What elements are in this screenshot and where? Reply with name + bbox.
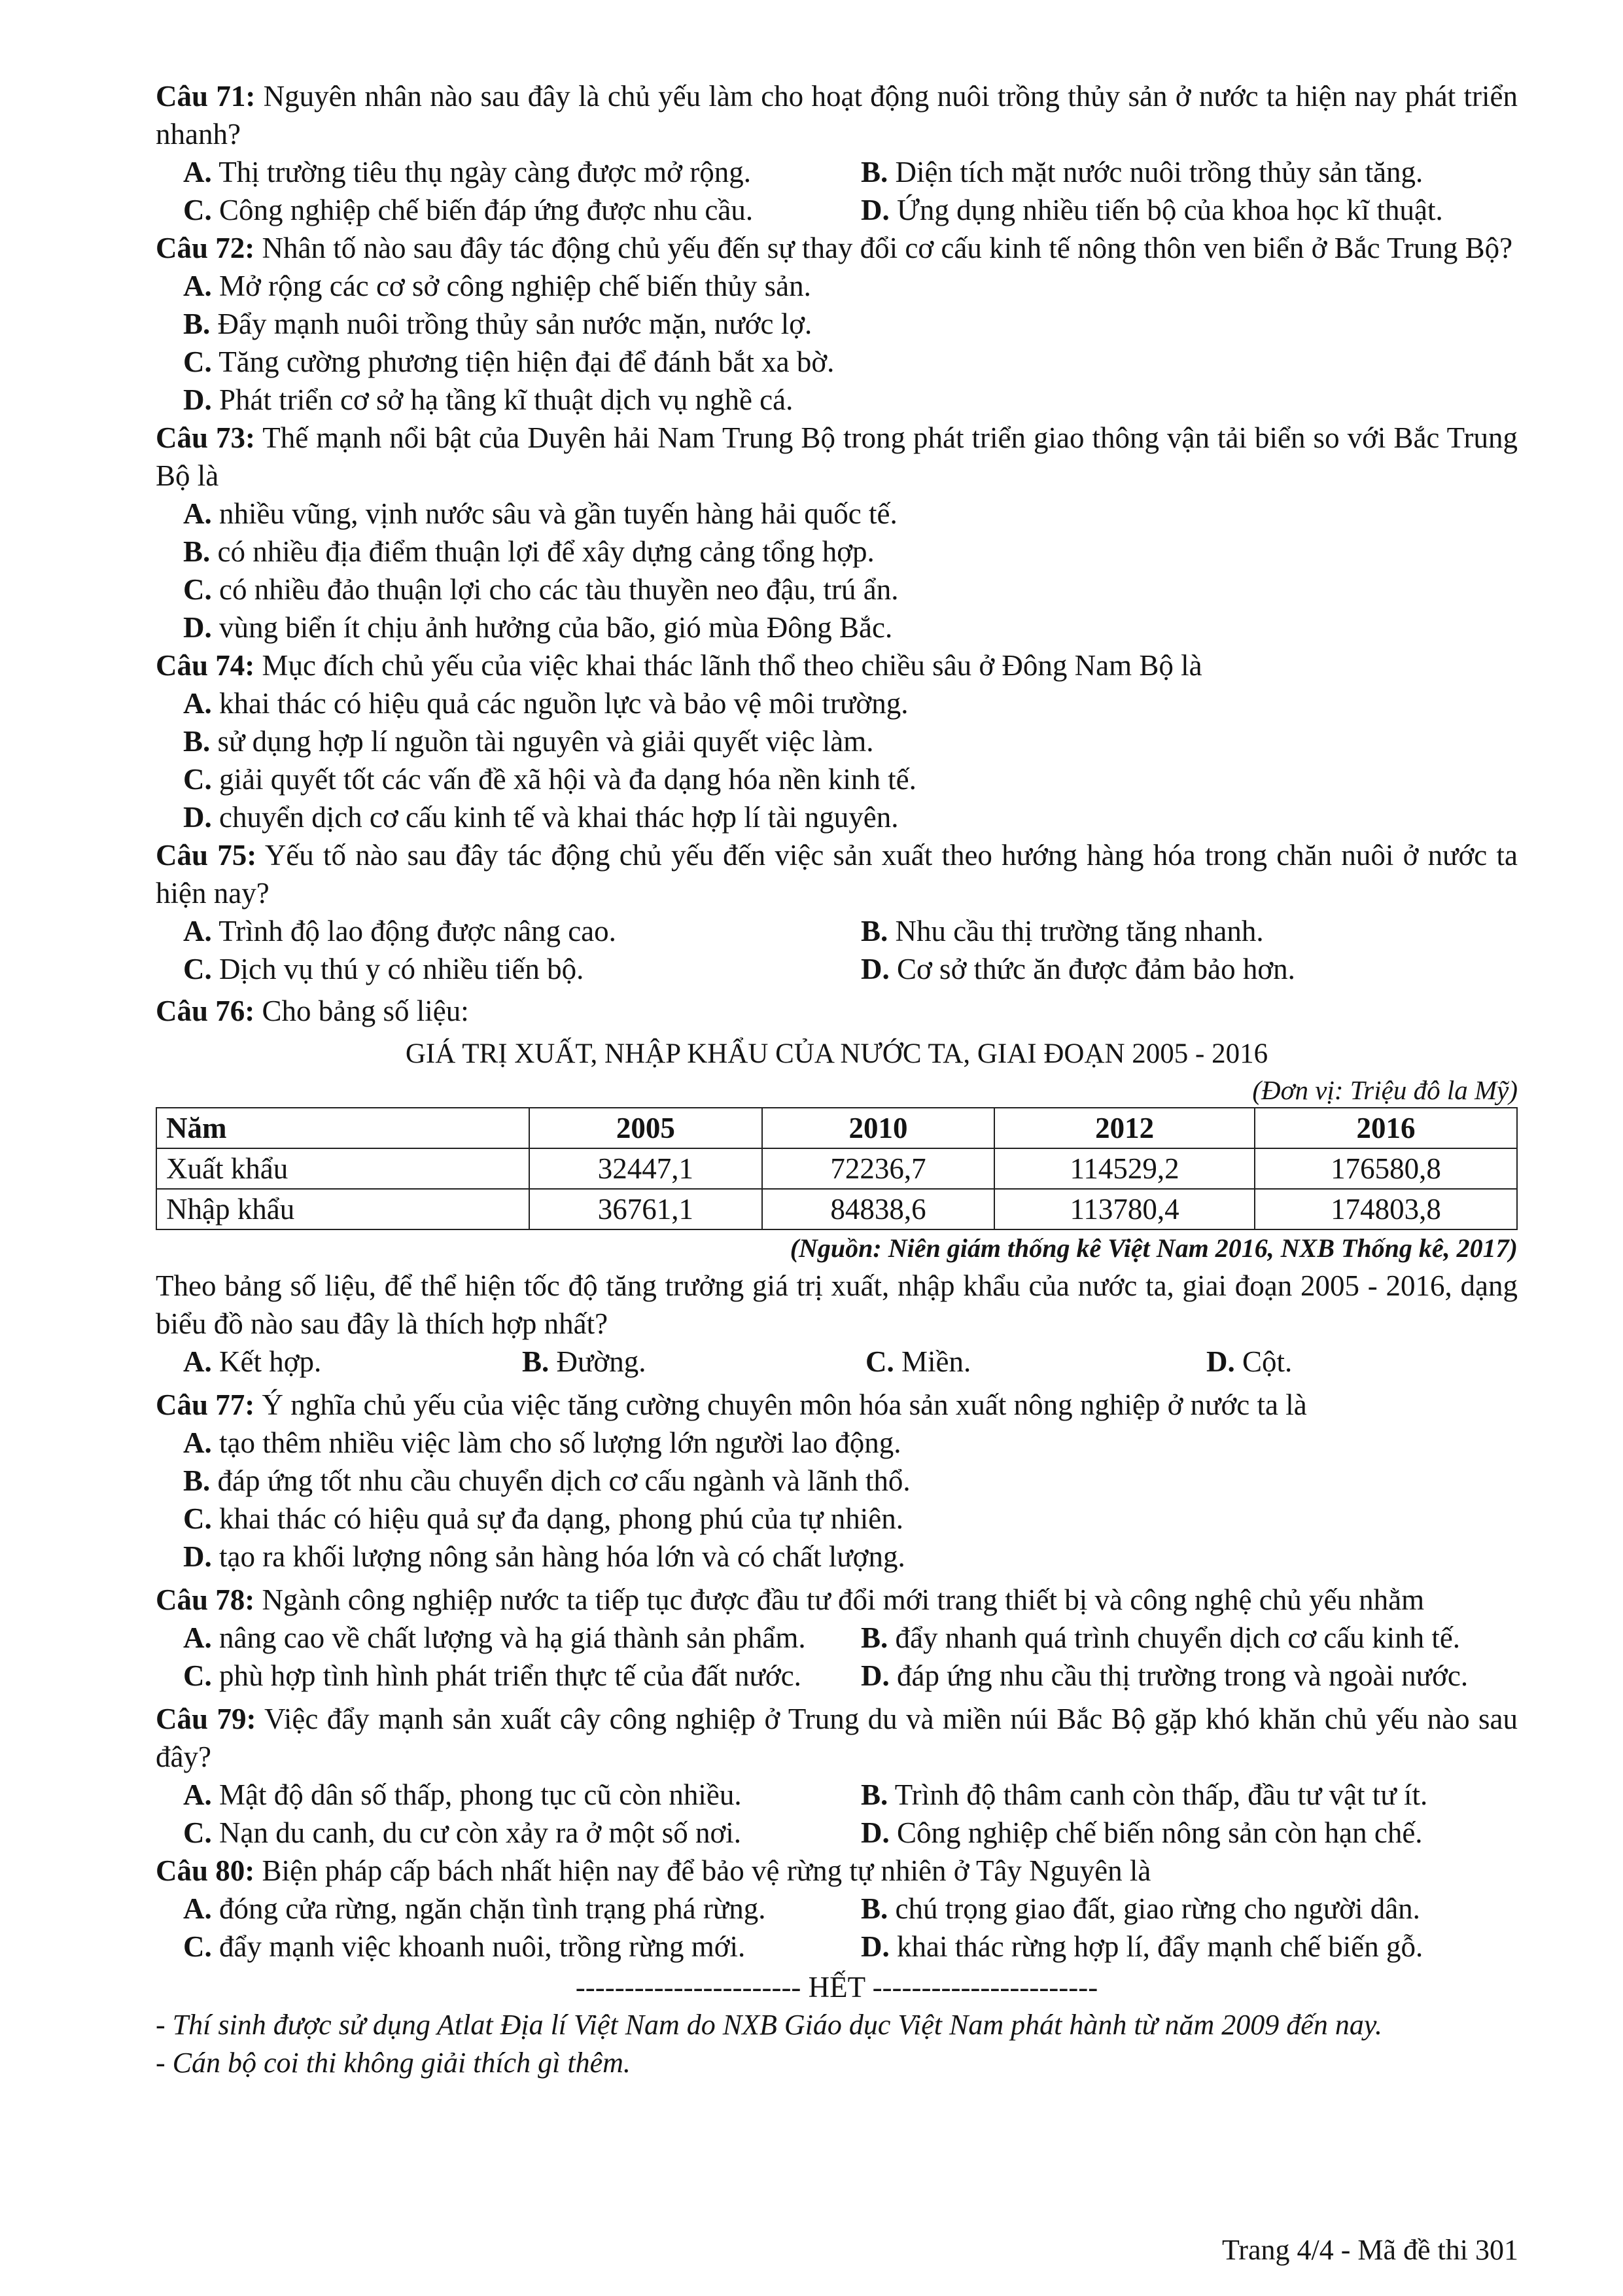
- table-header-cell: 2010: [762, 1108, 995, 1148]
- question-text: Việc đẩy mạnh sản xuất cây công nghiệp ở Trung du và miền núi Bắc Bộ gặp khó khăn chủ yếu nào sau đây?: [156, 1703, 1518, 1773]
- option-b: B. chú trọng giao đất, giao rừng cho người dân.: [861, 1892, 1420, 1925]
- table-cell: 113780,4: [994, 1189, 1255, 1229]
- options-row: [156, 1619, 1518, 1657]
- option-c: C. giải quyết tốt các vấn đề xã hội và đa dạng hóa nền kinh tế.: [183, 763, 916, 796]
- option-a: A. nâng cao về chất lượng và hạ giá thành sản phẩm.: [183, 1621, 806, 1654]
- question-73: [156, 419, 1518, 495]
- options-row: [156, 1657, 1518, 1695]
- option-b: B. Đường.: [522, 1345, 646, 1378]
- option-a: A. tạo thêm nhiều việc làm cho số lượng lớn người lao động.: [183, 1426, 901, 1459]
- table-cell: 72236,7: [762, 1148, 995, 1189]
- question-label: Câu 76:: [156, 995, 255, 1027]
- question-text: Nguyên nhân nào sau đây là chủ yếu làm cho hoạt động nuôi trồng thủy sản ở nước ta hiện nay phát triển nhanh?: [156, 80, 1518, 150]
- table-header-cell: 2016: [1255, 1108, 1517, 1148]
- question-intro: Cho bảng số liệu:: [262, 995, 469, 1027]
- option-c: C. Miền.: [865, 1345, 971, 1378]
- table-cell: 36761,1: [529, 1189, 762, 1229]
- option-c: C. phù hợp tình hình phát triển thực tế của đất nước.: [183, 1659, 801, 1692]
- options-row: [156, 1928, 1518, 1966]
- option-b: B. có nhiều địa điểm thuận lợi để xây dựng cảng tổng hợp.: [183, 535, 875, 568]
- question-76: [156, 992, 1518, 1030]
- table-unit: (Đơn vị: Triệu đô la Mỹ): [1252, 1075, 1518, 1105]
- question-label: Câu 71:: [156, 80, 256, 113]
- data-table: [156, 1107, 1518, 1230]
- table-row: [156, 1189, 1517, 1229]
- option-d: D. đáp ứng nhu cầu thị trường trong và ngoài nước.: [861, 1659, 1469, 1692]
- question-80: [156, 1852, 1518, 1890]
- option-c: C. Nạn du canh, du cư còn xảy ra ở một số nơi.: [183, 1816, 742, 1849]
- question-75: [156, 836, 1518, 912]
- question-label: Câu 72:: [156, 232, 255, 264]
- options-row: [156, 153, 1518, 191]
- option-d: D. Công nghiệp chế biến nông sản còn hạn chế.: [861, 1816, 1423, 1849]
- options-row: [156, 1776, 1518, 1814]
- option-b: B. Nhu cầu thị trường tăng nhanh.: [861, 915, 1264, 947]
- option-c: C. có nhiều đảo thuận lợi cho các tàu thuyền neo đậu, trú ẩn.: [183, 573, 899, 606]
- question-text: Yếu tố nào sau đây tác động chủ yếu đến việc sản xuất theo hướng hàng hóa trong chăn nuôi ở nước ta hiện nay?: [156, 839, 1518, 910]
- question-72: [156, 229, 1518, 267]
- question-74: [156, 646, 1518, 684]
- table-cell: Xuất khẩu: [156, 1148, 529, 1189]
- option-c: C. khai thác có hiệu quả sự đa dạng, phong phú của tự nhiên.: [183, 1502, 904, 1535]
- option-b: B. Đẩy mạnh nuôi trồng thủy sản nước mặn, nước lợ.: [183, 308, 812, 340]
- option-d: D. Cơ sở thức ăn được đảm bảo hơn.: [861, 953, 1295, 985]
- table-title: GIÁ TRỊ XUẤT, NHẬP KHẨU CỦA NƯỚC TA, GIAI ĐOẠN 2005 - 2016: [405, 1038, 1268, 1069]
- question-text: Thế mạnh nổi bật của Duyên hải Nam Trung Bộ trong phát triển giao thông vận tải biển so với Bắc Trung Bộ là: [156, 421, 1518, 492]
- question-77: [156, 1386, 1518, 1424]
- question-label: Câu 77:: [156, 1388, 255, 1421]
- table-cell: 176580,8: [1255, 1148, 1517, 1189]
- option-b: B. sử dụng hợp lí nguồn tài nguyên và giải quyết việc làm.: [183, 725, 874, 758]
- table-header-cell: Năm: [156, 1108, 529, 1148]
- end-marker: ----------------------- HẾT -----------------------: [575, 1971, 1098, 2004]
- option-d: D. khai thác rừng hợp lí, đẩy mạnh chế biến gỗ.: [861, 1930, 1423, 1963]
- note-proctor: - Cán bộ coi thi không giải thích gì thêm.: [156, 2047, 631, 2079]
- options-row: [156, 912, 1518, 950]
- option-d: D. chuyển dịch cơ cấu kinh tế và khai thác hợp lí tài nguyên.: [183, 801, 899, 834]
- option-c: C. Công nghiệp chế biến đáp ứng được nhu cầu.: [183, 194, 754, 226]
- question-label: Câu 80:: [156, 1854, 255, 1887]
- options-row: [156, 191, 1518, 229]
- exam-page: [156, 77, 1518, 2082]
- option-d: D. Cột.: [1206, 1345, 1293, 1378]
- options-row: [156, 1890, 1518, 1928]
- table-cell: 84838,6: [762, 1189, 995, 1229]
- question-text: Mục đích chủ yếu của việc khai thác lãnh thổ theo chiều sâu ở Đông Nam Bộ là: [262, 649, 1202, 682]
- option-a: A. Mật độ dân số thấp, phong tục cũ còn nhiều.: [183, 1778, 742, 1811]
- note-atlas: - Thí sinh được sử dụng Atlat Địa lí Việt Nam do NXB Giáo dục Việt Nam phát hành từ năm 2009 đến nay.: [156, 2009, 1382, 2041]
- table-header-cell: 2005: [529, 1108, 762, 1148]
- question-79: [156, 1700, 1518, 1776]
- options-row: [156, 1814, 1518, 1852]
- question-text: Theo bảng số liệu, để thể hiện tốc độ tăng trưởng giá trị xuất, nhập khẩu của nước ta, giai đoạn 2005 - 2016, dạng biểu đồ nào sau đây là thích hợp nhất?: [156, 1269, 1518, 1340]
- option-a: A. Thị trường tiêu thụ ngày càng được mở rộng.: [183, 156, 751, 188]
- table-cell: Nhập khẩu: [156, 1189, 529, 1229]
- question-label: Câu 75:: [156, 839, 257, 872]
- question-78: [156, 1581, 1518, 1619]
- question-text: Biện pháp cấp bách nhất hiện nay để bảo vệ rừng tự nhiên ở Tây Nguyên là: [262, 1854, 1151, 1887]
- options-row: [156, 1343, 1518, 1381]
- option-b: B. đẩy nhanh quá trình chuyển dịch cơ cấu kinh tế.: [861, 1621, 1461, 1654]
- option-b: B. đáp ứng tốt nhu cầu chuyển dịch cơ cấu ngành và lãnh thổ.: [183, 1464, 911, 1497]
- question-text: Ngành công nghiệp nước ta tiếp tục được đầu tư đổi mới trang thiết bị và công nghệ chủ yếu nhằm: [262, 1583, 1425, 1616]
- option-b: B. Trình độ thâm canh còn thấp, đầu tư vật tư ít.: [861, 1778, 1428, 1811]
- option-c: C. Dịch vụ thú y có nhiều tiến bộ.: [183, 953, 584, 985]
- question-label: Câu 78:: [156, 1583, 255, 1616]
- option-a: A. khai thác có hiệu quả các nguồn lực và bảo vệ môi trường.: [183, 687, 909, 720]
- option-a: A. Mở rộng các cơ sở công nghiệp chế biến thủy sản.: [183, 270, 811, 302]
- option-a: A. Kết hợp.: [183, 1345, 322, 1378]
- question-71: [156, 77, 1518, 153]
- table-header-cell: 2012: [994, 1108, 1255, 1148]
- options-row: [156, 950, 1518, 988]
- table-cell: 174803,8: [1255, 1189, 1517, 1229]
- option-c: C. đẩy mạnh việc khoanh nuôi, trồng rừng mới.: [183, 1930, 746, 1963]
- option-c: C. Tăng cường phương tiện hiện đại để đánh bắt xa bờ.: [183, 345, 835, 378]
- table-row: [156, 1148, 1517, 1189]
- option-d: D. tạo ra khối lượng nông sản hàng hóa lớn và có chất lượng.: [183, 1540, 905, 1573]
- table-header-row: [156, 1108, 1517, 1148]
- page-footer: Trang 4/4 - Mã đề thi 301: [1221, 2234, 1518, 2266]
- option-a: A. nhiều vũng, vịnh nước sâu và gần tuyến hàng hải quốc tế.: [183, 497, 898, 530]
- question-label: Câu 74:: [156, 649, 255, 682]
- question-label: Câu 79:: [156, 1703, 256, 1735]
- question-text: Ý nghĩa chủ yếu của việc tăng cường chuyên môn hóa sản xuất nông nghiệp ở nước ta là: [262, 1388, 1307, 1421]
- table-cell: 32447,1: [529, 1148, 762, 1189]
- option-a: A. đóng cửa rừng, ngăn chặn tình trạng phá rừng.: [183, 1892, 766, 1925]
- option-a: A. Trình độ lao động được nâng cao.: [183, 915, 616, 947]
- option-b: B. Diện tích mặt nước nuôi trồng thủy sản tăng.: [861, 156, 1423, 188]
- question-label: Câu 73:: [156, 421, 256, 454]
- table-cell: 114529,2: [994, 1148, 1255, 1189]
- table-source: (Nguồn: Niên giám thống kê Việt Nam 2016, NXB Thống kê, 2017): [790, 1233, 1518, 1263]
- option-d: D. Ứng dụng nhiều tiến bộ của khoa học kĩ thuật.: [861, 194, 1443, 226]
- option-d: D. vùng biển ít chịu ảnh hưởng của bão, gió mùa Đông Bắc.: [183, 611, 893, 644]
- question-text: Nhân tố nào sau đây tác động chủ yếu đến sự thay đổi cơ cấu kinh tế nông thôn ven biển ở Bắc Trung Bộ?: [262, 232, 1513, 264]
- option-d: D. Phát triển cơ sở hạ tầng kĩ thuật dịch vụ nghề cá.: [183, 383, 794, 416]
